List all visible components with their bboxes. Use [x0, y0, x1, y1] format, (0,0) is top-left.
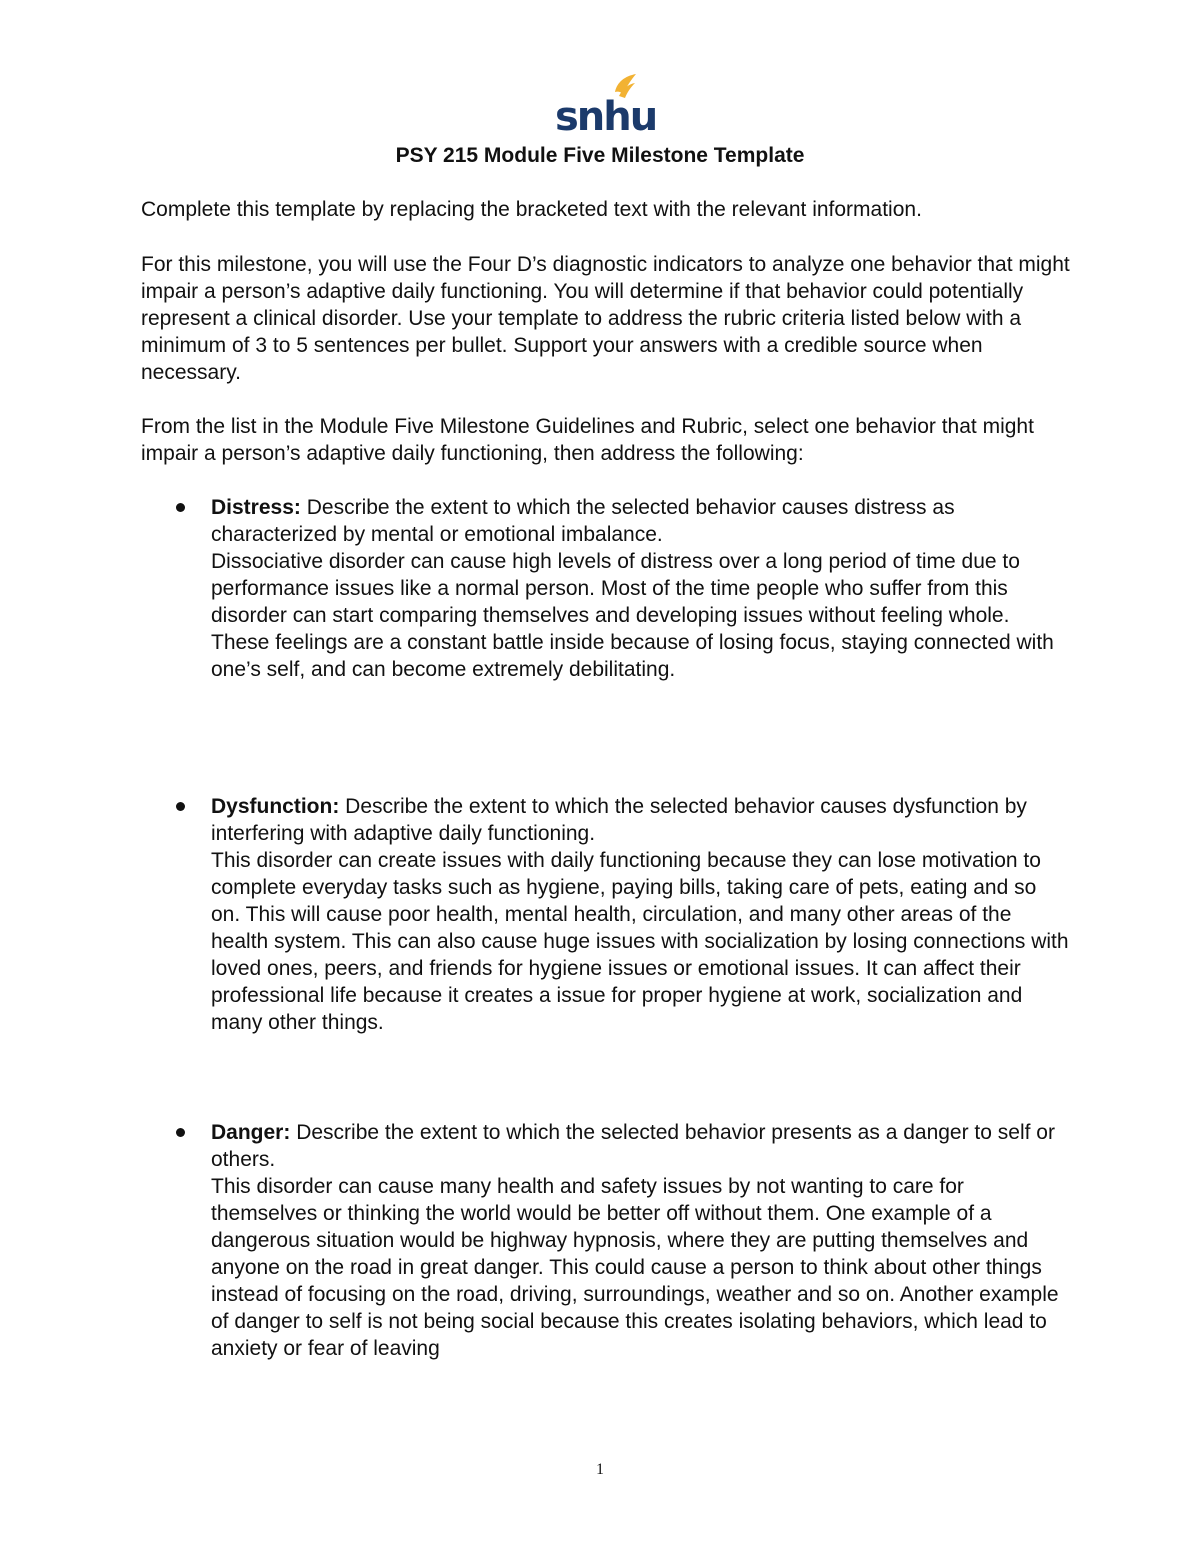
bullet-distress: [211, 494, 1071, 683]
bullet-label: Dysfunction:: [211, 795, 340, 818]
intro-paragraph: Complete this template by replacing the bracketed text with the relevant information.: [141, 198, 922, 221]
bullet-dot: [176, 503, 185, 512]
bullet-dysfunction: [211, 793, 1071, 1036]
from-list-paragraph: From the list in the Module Five Milestone Guidelines and Rubric, select one behavior that might impair a person’s adaptive daily functioning, then address the following:: [141, 415, 1034, 465]
bullet-answer: This disorder can cause many health and safety issues by not wanting to care for themselves or thinking the world would be better off without them. One example of a dangerous situation would be highway hypnosis, where they are putting themselves and anyone on the road in great danger. This could cause a person to think about other things instead of focusing on the road, driving, surroundings, weather and so on. Another example of danger to self is not being social because this creates isolating behaviors, which lead to anxiety or fear of leaving: [211, 1175, 1059, 1360]
bullet-prompt: Describe the extent to which the selected behavior causes distress as characterized by mental or emotional imbalance.: [211, 496, 955, 546]
snhu-logo: [553, 72, 657, 140]
logo-wordmark: snhu: [555, 94, 657, 140]
bullet-dot: [176, 802, 185, 811]
milestone-paragraph: For this milestone, you will use the Four D’s diagnostic indicators to analyze one behavior that might impair a person’s adaptive daily functioning. You will determine if that behavior could potentially represent a clinical disorder. Use your template to address the rubric criteria listed below with a minimum of 3 to 5 sentences per bullet. Support your answers with a credible source when necessary.: [141, 253, 1070, 384]
bullet-answer: Dissociative disorder can cause high levels of distress over a long period of time due to performance issues like a normal person. Most of the time people who suffer from this disorder can start comparing themselves and developing issues without feeling whole. These feelings are a constant battle inside because of losing focus, staying connected with one’s self, and can become extremely debilitating.: [211, 550, 1054, 681]
bullet-label: Distress:: [211, 496, 301, 519]
bullet-answer: This disorder can create issues with daily functioning because they can lose motivation to complete everyday tasks such as hygiene, paying bills, taking care of pets, eating and so on. This will cause poor health, mental health, circulation, and many other areas of the health system. This can also cause huge issues with socialization by losing connections with loved ones, peers, and friends for hygiene issues or emotional issues. It can affect their professional life because it creates a issue for proper hygiene at work, socialization and many other things.: [211, 849, 1069, 1034]
snhu-logo-icon: [553, 72, 657, 140]
page-number: 1: [596, 1461, 604, 1478]
bullet-dot: [176, 1128, 185, 1137]
bullet-prompt: Describe the extent to which the selected behavior causes dysfunction by interfering with adaptive daily functioning.: [211, 795, 1027, 845]
document-title: PSY 215 Module Five Milestone Template: [395, 144, 805, 167]
bullet-label: Danger:: [211, 1121, 291, 1144]
bullet-danger: [211, 1119, 1071, 1362]
bullet-prompt: Describe the extent to which the selected behavior presents as a danger to self or others.: [211, 1121, 1055, 1171]
